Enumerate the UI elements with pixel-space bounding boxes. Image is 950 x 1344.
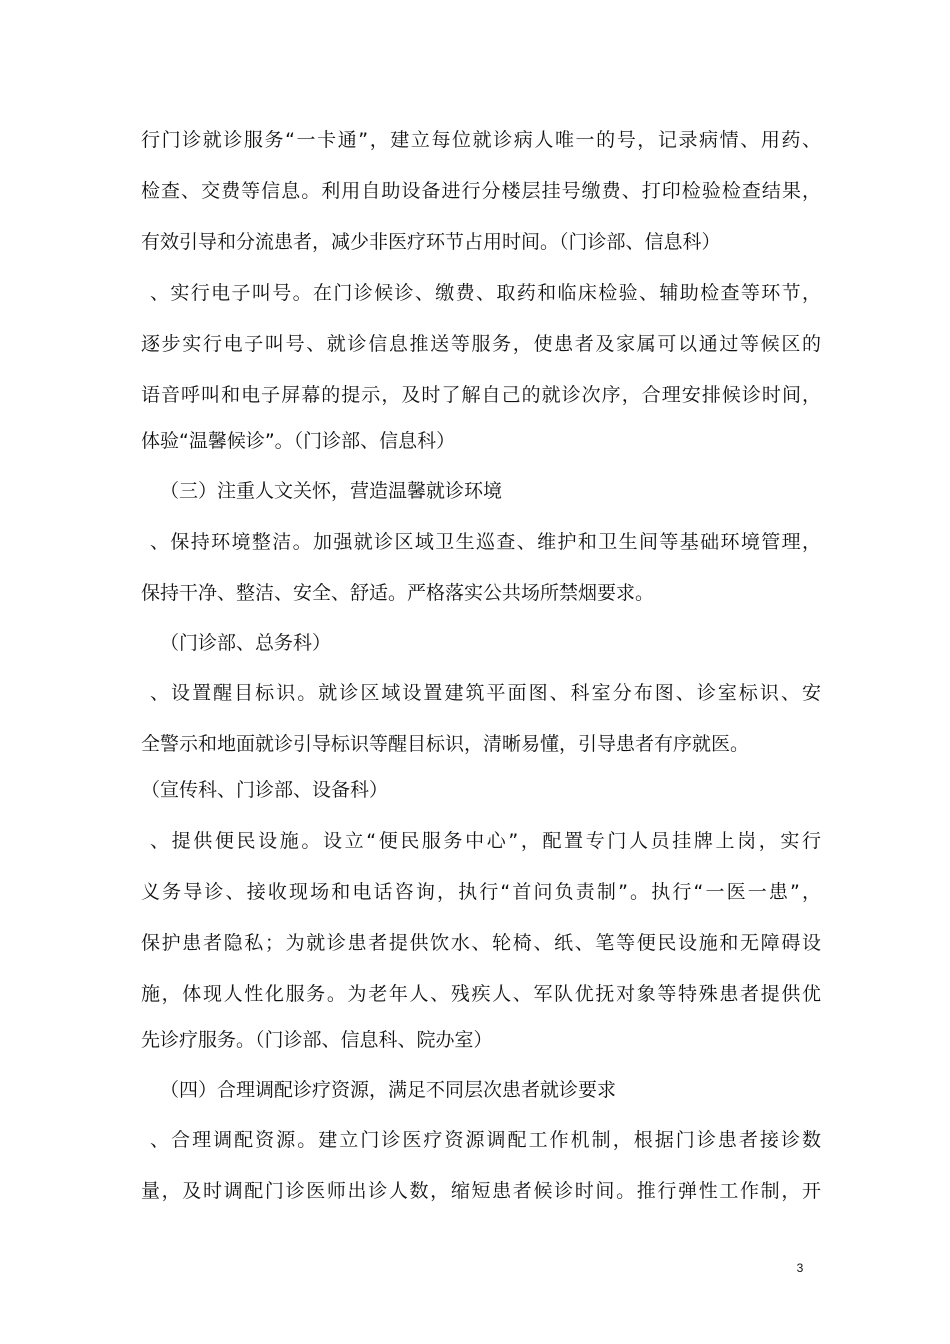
paragraph-line: （门诊部、总务科）	[160, 632, 332, 654]
paragraph-line: 保持干净、整洁、安全、舒适。严格落实公共场所禁烟要求。	[141, 582, 655, 604]
section-heading: （四）合理调配诊疗资源，满足不同层次患者就诊要求	[160, 1079, 617, 1101]
section-heading: （三）注重人文关怀，营造温馨就诊环境	[160, 480, 503, 502]
paragraph-line: 先诊疗服务。（门诊部、信息科、院办室）	[141, 1029, 493, 1051]
paragraph-line: 保护患者隐私；为就诊患者提供饮水、轮椅、纸、笔等便民设施和无障碍设	[141, 932, 821, 954]
paragraph-line: 体验“温馨候诊”。（门诊部、信息科）	[141, 430, 456, 452]
paragraph-line: （宣传科、门诊部、设备科）	[141, 779, 389, 801]
paragraph-line: 检查、交费等信息。利用自助设备进行分楼层挂号缴费、打印检验检查结果，	[141, 180, 821, 202]
paragraph-line: 、设置醒目标识。就诊区域设置建筑平面图、科室分布图、诊室标识、安	[150, 682, 821, 704]
paragraph-line: 、合理调配资源。建立门诊医疗资源调配工作机制，根据门诊患者接诊数	[150, 1129, 821, 1151]
paragraph-line: 有效引导和分流患者，减少非医疗环节占用时间。（门诊部、信息科）	[141, 231, 721, 253]
paragraph-line: 、实行电子叫号。在门诊候诊、缴费、取药和临床检验、辅助检查等环节，	[150, 282, 821, 304]
paragraph-line: 义务导诊、接收现场和电话咨询，执行“首问负责制”。执行“一医一患”，	[141, 881, 821, 903]
paragraph-line: 施，体现人性化服务。为老年人、残疾人、军队优抚对象等特殊患者提供优	[141, 983, 821, 1005]
paragraph-line: 、提供便民设施。设立“便民服务中心”，配置专门人员挂牌上岗，实行	[150, 830, 821, 852]
paragraph-line: 全警示和地面就诊引导标识等醒目标识，清晰易懂，引导患者有序就医。	[141, 733, 750, 755]
paragraph-line: 量，及时调配门诊医师出诊人数，缩短患者候诊时间。推行弹性工作制，开	[141, 1180, 821, 1202]
paragraph-line: 行门诊就诊服务“一卡通”，建立每位就诊病人唯一的号，记录病情、用药、	[141, 129, 821, 151]
page-number: 3	[796, 1261, 804, 1275]
paragraph-line: 逐步实行电子叫号、就诊信息推送等服务，使患者及家属可以通过等候区的	[141, 333, 821, 355]
paragraph-line: 、保持环境整洁。加强就诊区域卫生巡查、维护和卫生间等基础环境管理，	[150, 531, 821, 553]
paragraph-line: 语音呼叫和电子屏幕的提示，及时了解自己的就诊次序，合理安排候诊时间，	[141, 384, 821, 406]
